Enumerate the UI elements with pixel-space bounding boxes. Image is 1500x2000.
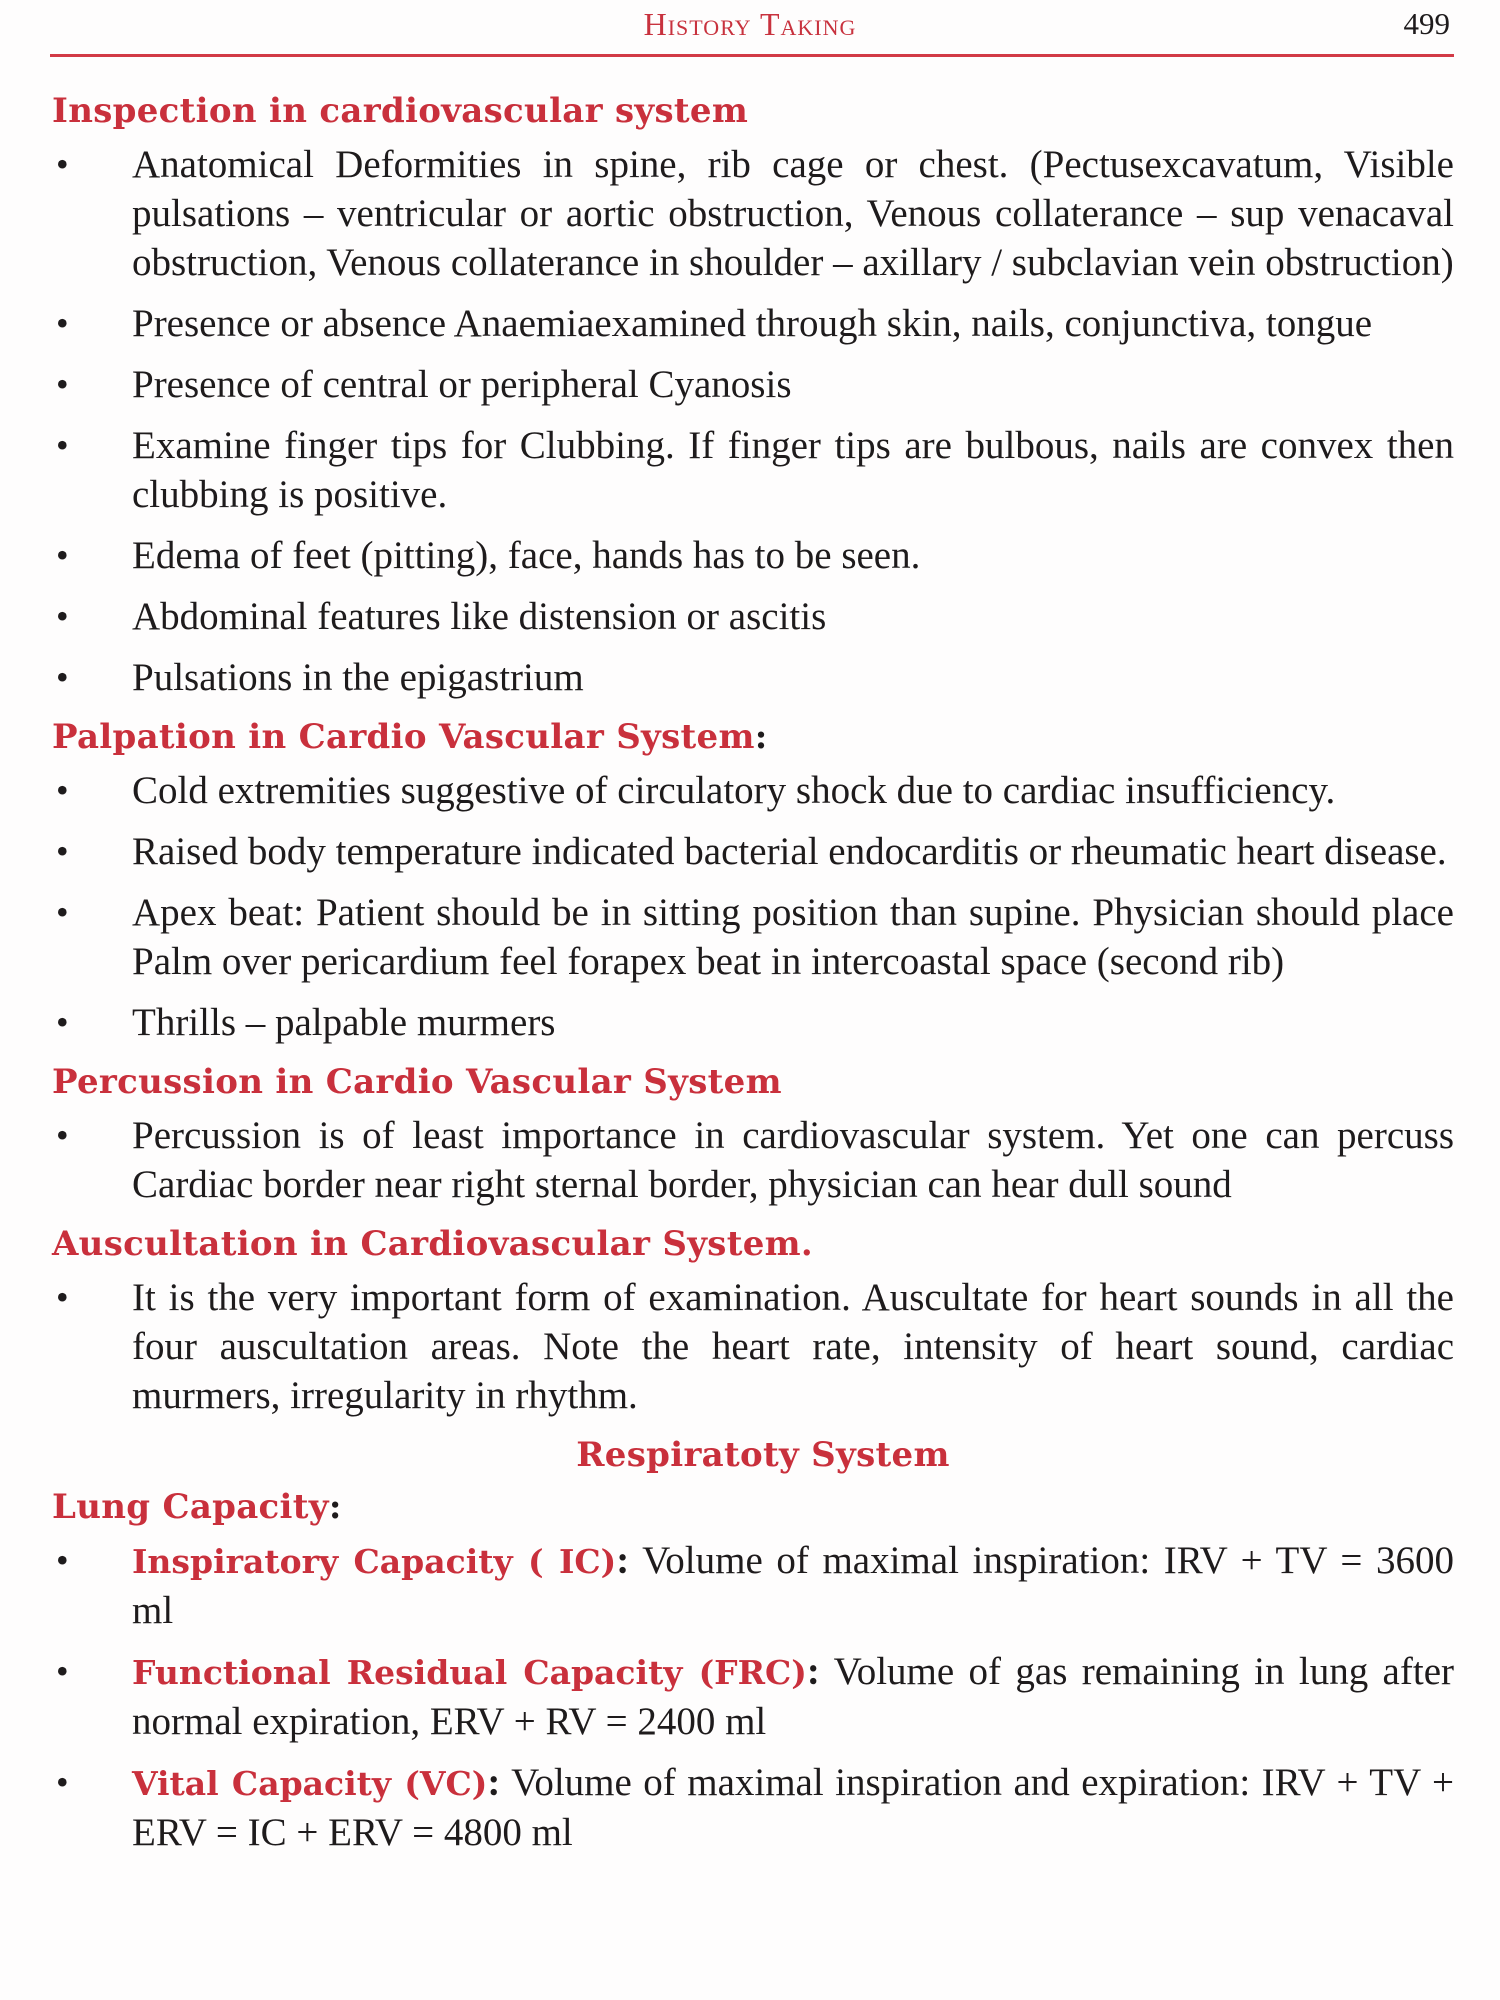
bullet-icon: • bbox=[56, 1002, 69, 1042]
list-inspection bbox=[52, 140, 1454, 702]
list-item bbox=[52, 888, 1454, 986]
bullet-icon: • bbox=[56, 425, 69, 465]
list-item bbox=[52, 360, 1454, 409]
bullet-icon: • bbox=[56, 535, 69, 575]
term-colon: : bbox=[616, 1539, 630, 1582]
term-colon: : bbox=[806, 1650, 820, 1693]
item-text: Examine finger tips for Clubbing. If finger tips are bulbous, nails are convex then clubbing is positive. bbox=[132, 424, 1454, 516]
header-rule bbox=[50, 54, 1454, 57]
list-item bbox=[52, 592, 1454, 641]
item-text: Raised body temperature indicated bacterial endocarditis or rheumatic heart disease. bbox=[132, 830, 1447, 873]
list-item bbox=[52, 766, 1454, 815]
bullet-icon: • bbox=[56, 1277, 69, 1317]
list-item bbox=[52, 1536, 1454, 1635]
item-text: It is the very important form of examination. Auscultate for heart sounds in all the four auscultation areas. Note the heart rate, intensity of heart sound, cardiac murmers, irregularity in rhythm. bbox=[132, 1276, 1454, 1417]
list-auscultation bbox=[52, 1273, 1454, 1420]
item-text: Pulsations in the epigastrium bbox=[132, 656, 584, 699]
term-colon: : bbox=[487, 1761, 501, 1804]
item-text: Edema of feet (pitting), face, hands has to be seen. bbox=[132, 534, 921, 577]
bullet-icon: • bbox=[56, 831, 69, 871]
bullet-icon: • bbox=[56, 1762, 69, 1802]
bullet-icon: • bbox=[56, 1115, 69, 1155]
list-percussion bbox=[52, 1111, 1454, 1209]
bullet-icon: • bbox=[56, 144, 69, 184]
item-text: Abdominal features like distension or ascitis bbox=[132, 595, 827, 638]
bullet-icon: • bbox=[56, 1651, 69, 1691]
list-item bbox=[52, 827, 1454, 876]
term-functional-residual-capacity: Functional Residual Capacity (FRC) bbox=[132, 1653, 807, 1692]
list-item bbox=[52, 1758, 1454, 1857]
heading-lung-capacity bbox=[52, 1484, 1454, 1530]
heading-colon: : bbox=[754, 717, 768, 757]
list-item bbox=[52, 531, 1454, 580]
heading-colon: : bbox=[328, 1487, 342, 1527]
item-text: Volume of maximal inspiration and expiration: IRV + TV + ERV = IC + ERV = 4800 ml bbox=[132, 1761, 1455, 1854]
heading-inspection: Inspection in cardiovascular system bbox=[52, 91, 749, 131]
list-item bbox=[52, 421, 1454, 519]
item-text: Cold extremities suggestive of circulatory shock due to cardiac insufficiency. bbox=[132, 769, 1336, 812]
list-item bbox=[52, 1111, 1454, 1209]
heading-palpation bbox=[52, 714, 1454, 760]
list-item bbox=[52, 1273, 1454, 1420]
heading-auscultation: Auscultation in Cardiovascular System. bbox=[52, 1224, 814, 1264]
item-text: Percussion is of least importance in cardiovascular system. Yet one can percuss Cardiac border near right sternal border, physician can hear dull sound bbox=[132, 1114, 1454, 1206]
list-item bbox=[52, 1647, 1454, 1746]
list-palpation bbox=[52, 766, 1454, 1047]
running-title: History Taking bbox=[643, 6, 857, 42]
item-text: Presence of central or peripheral Cyanosis bbox=[132, 363, 792, 406]
bullet-icon: • bbox=[56, 1540, 69, 1580]
list-item bbox=[52, 299, 1454, 348]
item-text: Presence or absence Anaemiaexamined through skin, nails, conjunctiva, tongue bbox=[132, 302, 1373, 345]
running-head bbox=[50, 0, 1450, 52]
item-text: Apex beat: Patient should be in sitting position than supine. Physician should place Palm over pericardium feel forapex beat in intercoastal space (second rib) bbox=[132, 891, 1454, 983]
bullet-icon: • bbox=[56, 303, 69, 343]
bullet-icon: • bbox=[56, 892, 69, 932]
page-body bbox=[52, 88, 1454, 1869]
heading-text: Lung Capacity bbox=[52, 1487, 329, 1527]
term-inspiratory-capacity: Inspiratory Capacity ( IC) bbox=[132, 1542, 617, 1581]
list-item bbox=[52, 998, 1454, 1047]
bullet-icon: • bbox=[56, 657, 69, 697]
term-vital-capacity: Vital Capacity (VC) bbox=[132, 1764, 488, 1803]
bullet-icon: • bbox=[56, 596, 69, 636]
heading-respiratory-system: Respiratoty System bbox=[576, 1435, 950, 1475]
page-number: 499 bbox=[1403, 6, 1450, 41]
list-item bbox=[52, 140, 1454, 287]
item-text: Volume of gas remaining in lung after normal expiration, ERV + RV = 2400 ml bbox=[132, 1650, 1454, 1743]
heading-percussion: Percussion in Cardio Vascular System bbox=[52, 1062, 782, 1102]
bullet-icon: • bbox=[56, 364, 69, 404]
list-item bbox=[52, 653, 1454, 702]
item-text: Volume of maximal inspiration: IRV + TV = 3600 ml bbox=[132, 1539, 1455, 1632]
list-lung-capacity bbox=[52, 1536, 1454, 1857]
heading-text: Palpation in Cardio Vascular System bbox=[52, 717, 755, 757]
item-text: Thrills – palpable murmers bbox=[132, 1001, 556, 1044]
item-text: Anatomical Deformities in spine, rib cage or chest. (Pectusexcavatum, Visible pulsations – ventricular or aortic obstruction, Venous collaterance – sup venacaval obstruction, Venous collaterance in shoulder – axillary / subclavian vein obstruction) bbox=[132, 143, 1454, 284]
bullet-icon: • bbox=[56, 770, 69, 810]
